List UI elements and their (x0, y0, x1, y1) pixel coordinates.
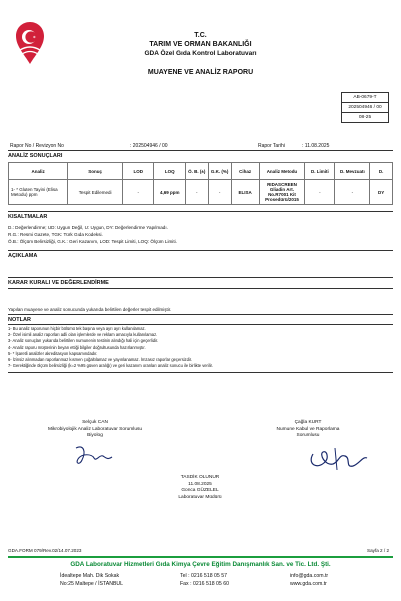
abbreviation-line: R.G.: Resmi Gazete, TGK: Türk Gıda Kodeksi. (8, 232, 103, 237)
explanation-title: AÇIKLAMA (8, 253, 38, 259)
col-device: Cihaz (231, 163, 259, 180)
divider (8, 150, 393, 151)
left-signature-icon (70, 442, 116, 468)
abbreviations-list (8, 224, 393, 245)
note-item: 6- İzinsiz alınmadan raporlanmaz kısmen çoğaltılamaz ve yayınlanamaz. İmzasız raporlar geçersizdir. (8, 357, 193, 363)
divider (8, 250, 393, 251)
page-number: Sayfa 2 / 2 (367, 548, 389, 553)
col-decision: D. (370, 163, 393, 180)
divider (8, 288, 393, 289)
col-regulation: D. Mevzuatı (335, 163, 370, 180)
header-lab: GDA Özel Gıda Kontrol Laboratuvarı (144, 50, 257, 57)
divider (8, 324, 393, 325)
footer-web-link[interactable]: www.gda.com.tr (290, 581, 327, 587)
footer-address-line: İdealtepe Mah. Dik Sokak (60, 573, 120, 579)
report-number-code: 202504946 / 00 (342, 103, 388, 113)
footer-contact (290, 572, 328, 588)
cell-decision: DY (370, 180, 393, 205)
note-item: 4- Analiz raporu müşterinin beyan ettiği bilgiler doğrultusunda hazırlanmıştır. (8, 344, 146, 350)
abbreviation-line: D.: Değerlendirme; UD: Uygun Değil, U: Uygun, DY: Değerlendirme Yapılmadı. (8, 225, 168, 230)
left-signatory (20, 420, 170, 440)
ministry-logo-icon (12, 20, 48, 66)
cell-loq: 4,69 ppm (154, 180, 186, 205)
report-no-label: Rapor No / Revizyon No (10, 143, 64, 149)
cell-analysis: 1- * Gluten Tayini (Elisa Metodu) ppm (9, 180, 68, 205)
col-loq: LOQ (154, 163, 186, 180)
cell-gk: - (208, 180, 231, 205)
col-limit: D. Limiti (305, 163, 335, 180)
report-date-label: Rapor Tarihi (258, 143, 285, 149)
note-item: 7- Gerektiğinde ölçüm belirsizliği (k=2 %95 güven aralığı) ve geri kazanım oranları analiz sonucu ile birlikte verilir. (8, 363, 213, 369)
accreditation-code-box (341, 92, 389, 123)
col-result: Sonuç (68, 163, 123, 180)
cell-result: Tespit Edilemedi (68, 180, 123, 205)
right-signatory-title-2: Sorumlusu (296, 433, 320, 438)
notes-title: NOTLAR (8, 317, 31, 323)
col-ob: Ö. B. (±) (186, 163, 209, 180)
note-item: 5- * İşaretli analizler akreditasyon kapsamındadır. (8, 350, 98, 356)
report-date-value: : 11.08.2025 (302, 143, 330, 149)
header-ministry: TARIM VE ORMAN BAKANLIĞI (149, 41, 252, 48)
notes-list (8, 326, 393, 369)
approver-name: Gonca GÜZELEL (181, 488, 219, 493)
results-header-row (9, 163, 393, 180)
approval-label: TASDİK OLUNUR (180, 475, 220, 480)
divider (8, 277, 393, 278)
col-gk: G.K. (%) (208, 163, 231, 180)
footer-email-link[interactable]: info@gda.com.tr (290, 573, 329, 579)
decision-text: Yapılan muayene ve analiz sonucunda yukarıda belirtilen değerler tespit edilmiştir. (8, 307, 172, 312)
footer-address-line: No:25 Maltepe / İSTANBUL (60, 581, 124, 587)
divider (8, 372, 393, 373)
approval-date: 11.08.2025 (188, 481, 212, 487)
cell-regulation: - (335, 180, 370, 205)
col-method: Analiz Metodu (259, 163, 305, 180)
abbreviation-line: Ö.B.: Ölçüm Belirsizliği, G.K.: Geri Kazanım, LOD: Tespit Limiti, LOQ: Ölçüm Limiti. (8, 239, 177, 244)
accreditation-code: AB-0679-T (342, 93, 388, 103)
footer-tel: Tel : 0216 518 05 57 (180, 573, 228, 579)
cell-method: RIDASCREEN Gliadin Art. No.R7001 Kit Prosedürü/2015 (259, 180, 305, 205)
footer-fax: Fax : 0216 518 05 60 (180, 581, 230, 587)
cell-device: ELISA (231, 180, 259, 205)
results-title: ANALİZ SONUÇLARI (8, 153, 63, 159)
abbreviations-title: KISALTMALAR (8, 214, 48, 220)
footer-phones (180, 572, 229, 588)
decision-rule-title: KARAR KURALI VE DEĞERLENDİRME (8, 280, 109, 286)
cell-lod: - (123, 180, 154, 205)
note-item: 2- Özel isimli analiz raporları adli olan işlemlerde ve reklam amacıyla kullanılamaz. (8, 332, 158, 338)
col-analysis: Analiz (9, 163, 68, 180)
table-row (9, 180, 393, 205)
cell-limit: - (305, 180, 335, 205)
approval-block (140, 475, 260, 501)
report-title: MUAYENE VE ANALİZ RAPORU (147, 69, 254, 76)
right-signatory-name: Çağla KURT (294, 420, 322, 425)
footer-divider (8, 556, 393, 558)
header-tc: T.C. (194, 32, 207, 39)
report-no-value: : 202504946 / 00 (130, 143, 168, 149)
approver-title: Laboratuvar Müdürü (178, 494, 222, 500)
results-table (8, 162, 393, 205)
right-signatory (228, 420, 388, 440)
note-item: 1- Bu analiz raporunun hiçbir bölümü tek başına veya ayrı ayrı kullanılamaz. (8, 326, 146, 331)
col-lod: LOD (123, 163, 154, 180)
divider (8, 314, 393, 315)
divider (8, 211, 393, 212)
period-code: 08-25 (358, 115, 372, 120)
left-signatory-title: Mikrobiyolojik Analiz Laboratuvar Sorumlusu (47, 426, 143, 432)
footer-address (60, 572, 123, 588)
left-signatory-profession: Biyolog (87, 433, 103, 438)
footer-company: GDA Laboratuvar Hizmetleri Gıda Kimya Çevre Eğitim Danışmanlık San. ve Tic. Ltd. Şti. (70, 561, 331, 568)
note-item: 3- Analiz sonuçları yukarıda belirtilen numunenin testinin alındığı hali için geçerlidir. (8, 338, 159, 344)
right-signature-icon (305, 444, 375, 474)
right-signatory-title: Numune Kabul ve Raporlama (276, 426, 340, 432)
cell-ob: - (186, 180, 209, 205)
left-signatory-name: Selçuk CAN (82, 420, 108, 425)
form-code: GDA.FORM 079/Rev.02/14.07.2023 (8, 548, 82, 553)
